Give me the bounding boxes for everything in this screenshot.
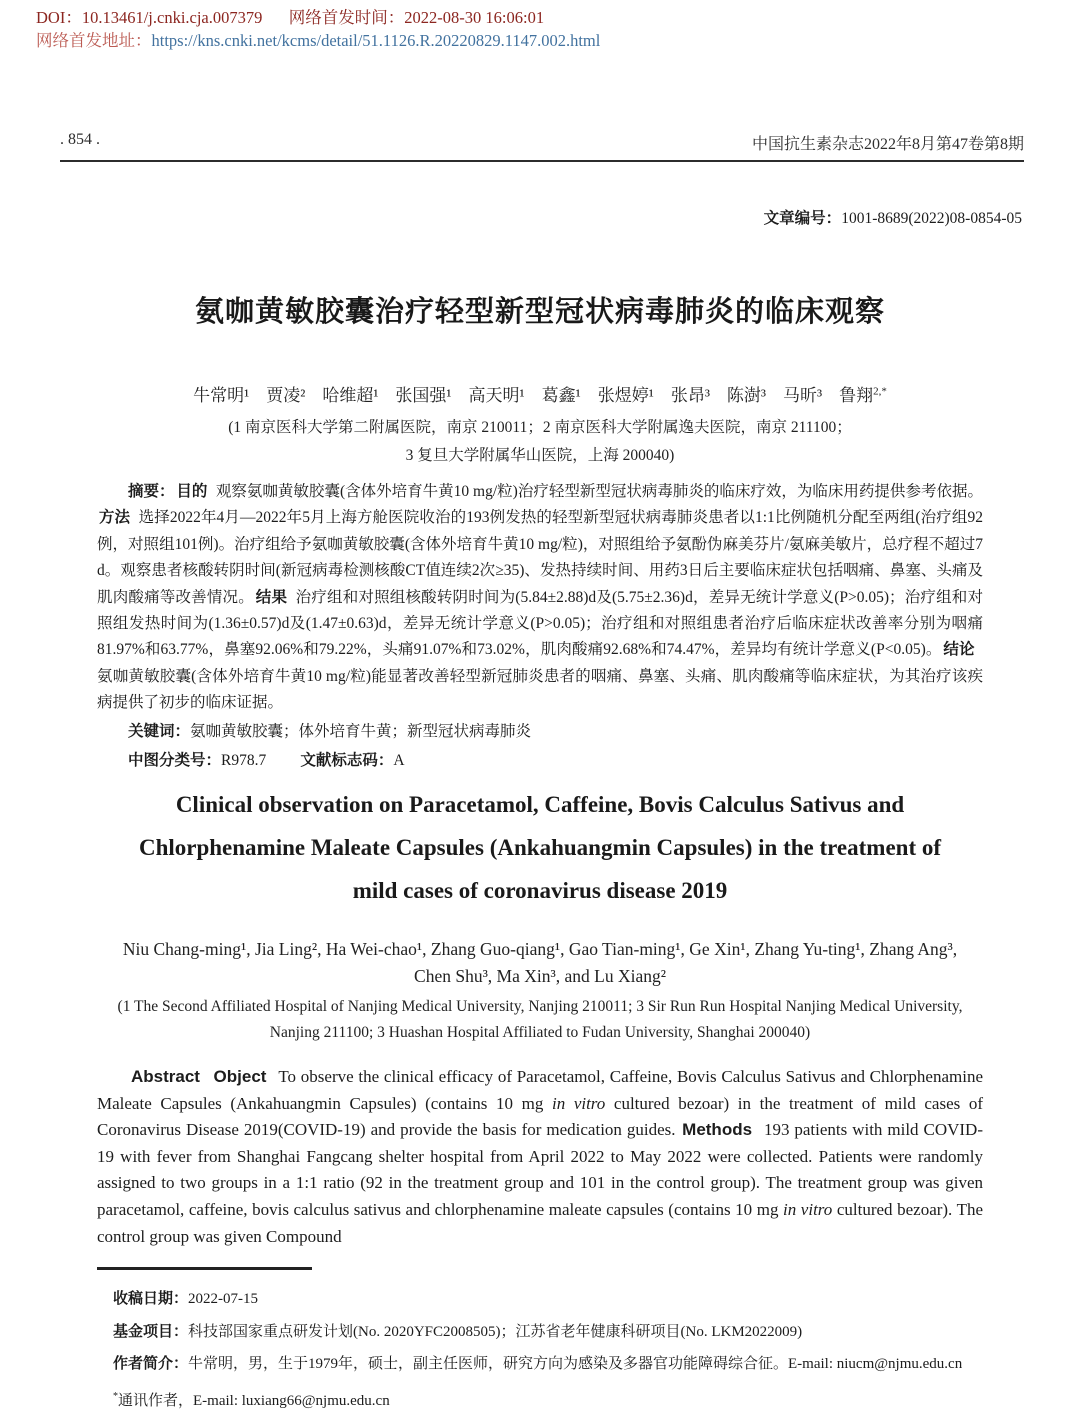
- funding-label: 基金项目：: [113, 1323, 188, 1340]
- affiliation-en-line1: (1 The Second Affiliated Hospital of Nanjing Medical University, Nanjing 210011; 3 Sir Run Run Hospital Nanjing Medical University,: [0, 994, 1080, 1020]
- abstract-en-methods-text1: 193 patients with mild COVID-19 with fever from Shanghai Fangcang shelter hospital from April 2022 to May 2022 were collected. Patients were randomly assigned to two groups in a 1:1 ratio (92 in the treatment group and 101 in the control group). The treatment group was given paracetamol, caffeine, bovis calculus sativus and chlorphenamine maleate capsules (contains 10 mg: [97, 1120, 983, 1219]
- abstract-chinese: [97, 479, 983, 717]
- authors-en-line1: Niu Chang-ming¹, Jia Ling², Ha Wei-chao¹, Zhang Guo-qiang¹, Gao Tian-ming¹, Ge Xin¹, Zhang Yu-ting¹, Zhang Ang³,: [0, 936, 1080, 963]
- funding-row: [97, 1316, 997, 1349]
- footnote-divider: [97, 1267, 312, 1270]
- online-time-value: 2022-08-30 16:06:01: [404, 8, 544, 27]
- keywords-chinese: [97, 719, 983, 745]
- abstract-en-object-text1: To observe the clinical efficacy of Paracetamol, Caffeine, Bovis Calculus Sativus and Chlorphenamine Maleate Capsules (Ankahuangmin Capsules) (contains 10 mg: [97, 1067, 983, 1113]
- abstract-cn-results-head: 结果: [256, 589, 287, 606]
- footnote-block: [97, 1283, 997, 1417]
- authors-chinese: [0, 381, 1080, 406]
- authors-english: [0, 936, 1080, 990]
- affiliation-cn-line2: 3 复旦大学附属华山医院，上海 200040): [0, 442, 1080, 470]
- authors-en-line2: Chen Shu³, Ma Xin³, and Lu Xiang²: [0, 963, 1080, 990]
- received-date-label: 收稿日期：: [113, 1290, 188, 1307]
- abstract-cn-results: 治疗组和对照组核酸转阴时间为(5.84±2.88)d及(5.75±2.36)d，差异无统计学意义(P>0.05)；治疗组和对照组发热时间为(1.36±0.57)d及(1.47±0.63)d，差异无统计学意义(P>0.05)；治疗组和对照组患者治疗后临床症状改善率分别为咽痛81.97%和63.77%，鼻塞92.06%和79.22%，头痛91.07%和73.02%，肌肉酸痛92.68%和74.47%，差异均有统计学意义(P<0.05)。: [97, 589, 983, 659]
- cnki-online-first-header: [36, 6, 600, 52]
- abstract-cn-methods-head: 方法: [99, 509, 130, 526]
- title-english: [0, 783, 1080, 912]
- article-number: [764, 206, 1022, 228]
- abstract-cn-objective: 观察氨咖黄敏胶囊(含体外培育牛黄10 mg/粒)治疗轻型新型冠状病毒肺炎的临床疗效，为临床用药提供参考依据。: [216, 483, 983, 500]
- clc-label: 中图分类号：: [128, 752, 221, 769]
- online-url-label: 网络首发地址：: [36, 31, 152, 50]
- affiliation-cn-line1: (1 南京医科大学第二附属医院，南京 210011；2 南京医科大学附属逸夫医院，南京 211100；: [0, 414, 1080, 442]
- abstract-en-label: Abstract: [131, 1067, 200, 1086]
- abstract-en-methods-head: Methods: [682, 1120, 752, 1139]
- corresponding-author-asterisk: *: [113, 1391, 118, 1402]
- title-en-line1: Clinical observation on Paracetamol, Caffeine, Bovis Calculus Sativus and: [0, 783, 1080, 826]
- article-number-value: 1001-8689(2022)08-0854-05: [841, 210, 1022, 227]
- affiliations-chinese: [0, 414, 1080, 470]
- online-url-line: [36, 29, 600, 52]
- doc-code-label: 文献标志码：: [300, 752, 393, 769]
- abstract-cn-methods: 选择2022年4月—2022年5月上海方舱医院收治的193例发热的轻型新型冠状病毒肺炎患者以1:1比例随机分配至两组(治疗组92例，对照组101例)。治疗组给予氨咖黄敏胶囊(含体外培育牛黄10 mg/粒)，对照组给予氨酚伪麻美芬片/氨麻美敏片，总疗程不超过7 d。观察患者核酸转阴时间(新冠病毒检测核酸CT值连续2次≥35)、发热持续时间、用药3日后主要临床症状包括咽痛、鼻塞、头痛及肌肉酸痛等改善情况。: [97, 509, 983, 605]
- keywords-cn-value: 氨咖黄敏胶囊；体外培育牛黄；新型冠状病毒肺炎: [190, 723, 531, 740]
- title-en-line3: mild cases of coronavirus disease 2019: [0, 869, 1080, 912]
- affiliations-english: [0, 994, 1080, 1046]
- title-chinese: 氨咖黄敏胶囊治疗轻型新型冠状病毒肺炎的临床观察: [0, 289, 1080, 330]
- running-head-rule: [60, 160, 1024, 162]
- title-en-line2: Chlorphenamine Maleate Capsules (Ankahuangmin Capsules) in the treatment of: [0, 826, 1080, 869]
- doi-value: 10.13461/j.cnki.cja.007379: [82, 8, 263, 27]
- author-bio-value: 牛常明，男，生于1979年，硕士，副主任医师，研究方向为感染及多器官功能障碍综合征。E-mail: niucm@njmu.edu.cn: [188, 1356, 962, 1372]
- page-number: . 854 .: [60, 131, 100, 154]
- abstract-en-object-text2: cultured bezoar) in the treatment of mild cases of Coronavirus Disease 2019(COVID-19) and provide the basis for medication guides.: [97, 1094, 983, 1140]
- received-date-value: 2022-07-15: [188, 1291, 258, 1307]
- abstract-en-methods-italic: in vitro: [783, 1200, 832, 1219]
- running-head: [60, 131, 1024, 154]
- affiliation-en-line2: Nanjing 211100; 3 Huashan Hospital Affiliated to Fudan University, Shanghai 200040): [0, 1020, 1080, 1046]
- abstract-en-methods-text2: cultured bezoar). The control group was given Compound: [97, 1200, 983, 1246]
- english-abstract-block: [97, 1064, 983, 1250]
- doc-code-value: A: [393, 752, 404, 769]
- abstract-cn-conclusion: 氨咖黄敏胶囊(含体外培育牛黄10 mg/粒)能显著改善轻型新冠肺炎患者的咽痛、鼻塞、头痛、肌肉酸痛等临床症状，为其治疗该疾病提供了初步的临床证据。: [97, 668, 983, 711]
- author-bio-row: [97, 1348, 997, 1381]
- abstract-cn-objective-head: 目的: [176, 483, 207, 500]
- clc-value: R978.7: [221, 752, 266, 769]
- doi-label: DOI：: [36, 8, 82, 27]
- abstract-en-object-italic: in vitro: [552, 1094, 605, 1113]
- article-number-label: 文章编号：: [764, 210, 842, 227]
- author-bio-label: 作者简介：: [113, 1355, 188, 1372]
- authors-chinese-corresponding-sup: 2,*: [873, 385, 887, 397]
- authors-chinese-names: 牛常明¹ 贾凌² 哈维超¹ 张国强¹ 高天明¹ 葛鑫¹ 张煜婷¹ 张昂³ 陈澍³ 马昕³ 鲁翔: [193, 386, 873, 405]
- keywords-cn-label: 关键词：: [128, 723, 190, 740]
- funding-value: 科技部国家重点研发计划(No. 2020YFC2008505)；江苏省老年健康科研项目(No. LKM2022009): [188, 1324, 802, 1340]
- online-time-label: 网络首发时间：: [289, 8, 405, 27]
- corresponding-author-value: 通讯作者，E-mail: luxiang66@njmu.edu.cn: [118, 1393, 390, 1409]
- received-date-row: [97, 1283, 997, 1316]
- doi-line: [36, 6, 600, 29]
- online-url-link[interactable]: https://kns.cnki.net/kcms/detail/51.1126.R.20220829.1147.002.html: [152, 31, 601, 50]
- abstract-cn-conclusion-head: 结论: [943, 641, 974, 658]
- chinese-abstract-block: [97, 479, 983, 774]
- clc-line: [97, 748, 983, 774]
- abstract-en-object-head: Object: [214, 1067, 267, 1086]
- abstract-english: [97, 1064, 983, 1250]
- abstract-cn-label: 摘要：: [128, 483, 175, 500]
- journal-title: 中国抗生素杂志2022年8月第47卷第8期: [752, 131, 1024, 154]
